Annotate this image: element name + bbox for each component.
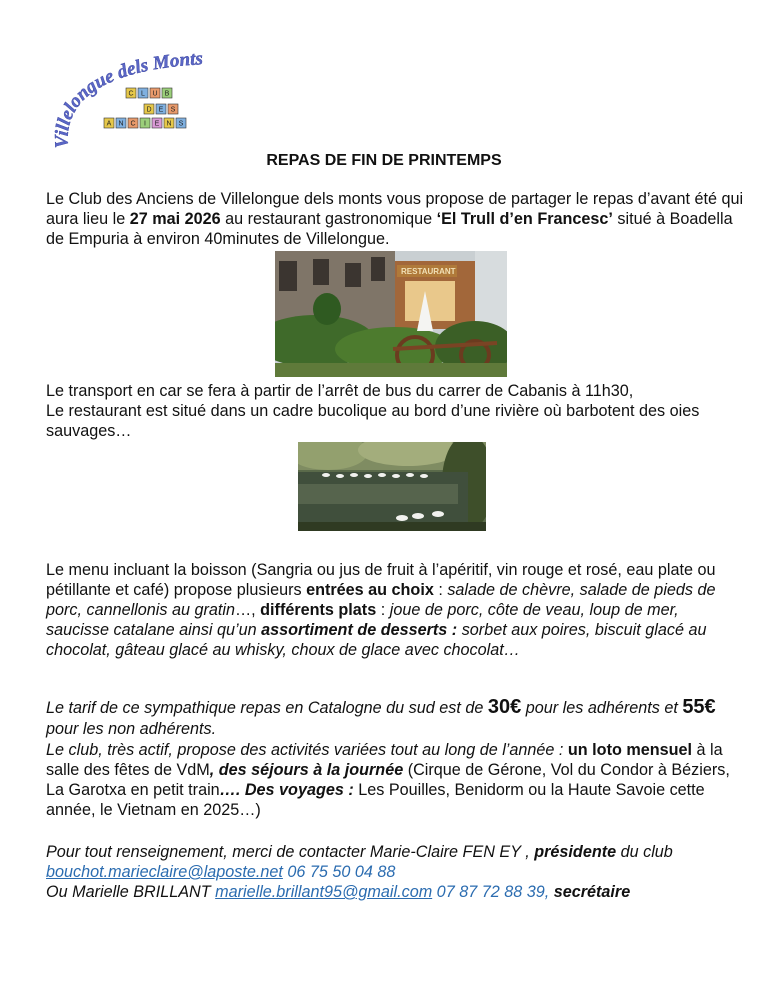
restaurant-sign: RESTAURANT: [401, 267, 456, 276]
contact-paragraph: [46, 842, 746, 902]
logo-anciens-row: [104, 118, 186, 128]
setting-line: Le restaurant est situé dans un cadre bucolique au bord d’une rivière où barbotent des oies sauvages…: [46, 402, 700, 440]
logo-letter: B: [164, 90, 170, 98]
logo-letter: E: [154, 120, 160, 128]
sejours-text: , des séjours à la journée: [209, 761, 404, 779]
logo-letter: C: [130, 120, 136, 128]
logo-letter: C: [128, 90, 134, 98]
contact-line-3: Ou Marielle BRILLANT marielle.brillant95@gmail.com 07 87 72 88 39, secrétaire: [46, 883, 631, 901]
entrees-list: salade de chèvre, salade de pieds de porc, cannellonis au gratin: [46, 581, 716, 619]
menu-paragraph: Le menu incluant la boisson (Sangria ou jus de fruit à l’apéritif, vin rouge et rosé, eau plate ou pétillante et café) propose plusieurs entrées au choix : salade de chèvre, salade de pieds de porc, cannellonis au gratin…, différents plats : joue de porc, côte de veau, loup de mer, saucisse catalane ainsi qu’un assortiment de desserts : sorbet aux poires, biscuit glacé au chocolat, gâteau glacé au whisky, choux de glace avec chocolat…: [46, 561, 716, 659]
logo-letter: U: [152, 90, 158, 98]
restaurant-name: ‘El Trull d’en Francesc’: [436, 210, 613, 228]
page-title: REPAS DE FIN DE PRINTEMPS: [266, 152, 502, 169]
secretaire-label: secrétaire: [553, 883, 631, 901]
logo-letter: S: [170, 106, 176, 114]
logo-letter: N: [118, 120, 124, 128]
presidente-label: présidente: [534, 843, 617, 861]
desserts-heading: assortiment de desserts :: [261, 621, 458, 639]
logo-letter: N: [166, 120, 172, 128]
email-link-presidente[interactable]: bouchot.marieclaire@laposte.net: [46, 863, 283, 881]
contact-line-2: [46, 862, 746, 882]
phone-secretaire: 07 87 72 88 39,: [432, 883, 554, 901]
logo-letter: S: [178, 120, 184, 128]
price-members: 30€: [487, 696, 522, 718]
logo-club-row: [126, 88, 172, 98]
activities-paragraph: Le club, très actif, propose des activités variées tout au long de l’année : un loto mensuel à la salle des fêtes de VdM, des séjours à la journée (Cirque de Gérone, Vol du Condor à Béziers, La Garotxa en petit train…. Des voyages : Les Pouilles, Benidorm ou la Haute Savoie cette année, le Vietnam en 2025…): [46, 741, 730, 819]
voyages-text: …. Des voyages :: [219, 781, 354, 799]
plats-list: joue de porc, côte de veau, loup de mer, saucisse catalane ainsi qu’un: [46, 601, 679, 639]
price-non-members: 55€: [682, 696, 716, 718]
entrees-heading: entrées au choix: [306, 581, 434, 599]
tarif-paragraph: Le tarif de ce sympathique repas en Catalogne du sud est de 30€ pour les adhérents et 55€ pour les non adhérents.: [46, 696, 716, 738]
logo-letter: D: [146, 106, 152, 114]
logo-letter: E: [158, 106, 164, 114]
logo-arc-text: Villelongue dels Monts: [51, 48, 204, 149]
club-logo: [46, 46, 216, 156]
event-date: 27 mai 2026: [129, 210, 221, 228]
contact-line-1: Pour tout renseignement, merci de contacter Marie-Claire FEN EY , présidente du club: [46, 843, 673, 861]
phone-presidente: 06 75 50 04 88: [282, 863, 396, 881]
transport-paragraph: [46, 381, 746, 441]
desserts-list: sorbet aux poires, biscuit glacé au chocolat, gâteau glacé au whisky, choux de glace avec chocolat…: [46, 621, 707, 659]
logo-letter: L: [141, 90, 145, 98]
river-geese-photo: [298, 442, 486, 531]
transport-line: Le transport en car se fera à partir de l’arrêt de bus du carrer de Cabanis à 11h30,: [46, 382, 634, 400]
loto-text: un loto mensuel: [567, 741, 693, 759]
logo-letter: I: [144, 120, 146, 128]
plats-heading: différents plats: [260, 601, 377, 619]
email-link-secretaire[interactable]: marielle.brillant95@gmail.com: [215, 883, 433, 901]
restaurant-photo: [275, 251, 507, 377]
logo-des-row: [144, 104, 178, 114]
logo-letter: A: [106, 120, 112, 128]
intro-paragraph: Le Club des Anciens de Villelongue dels monts vous propose de partager le repas d’avant été qui aura lieu le 27 mai 2026 au restaurant gastronomique ‘El Trull d’en Francesc’ situé à Boadella de Empuria à environ 40minutes de Villelongue.: [46, 190, 744, 248]
